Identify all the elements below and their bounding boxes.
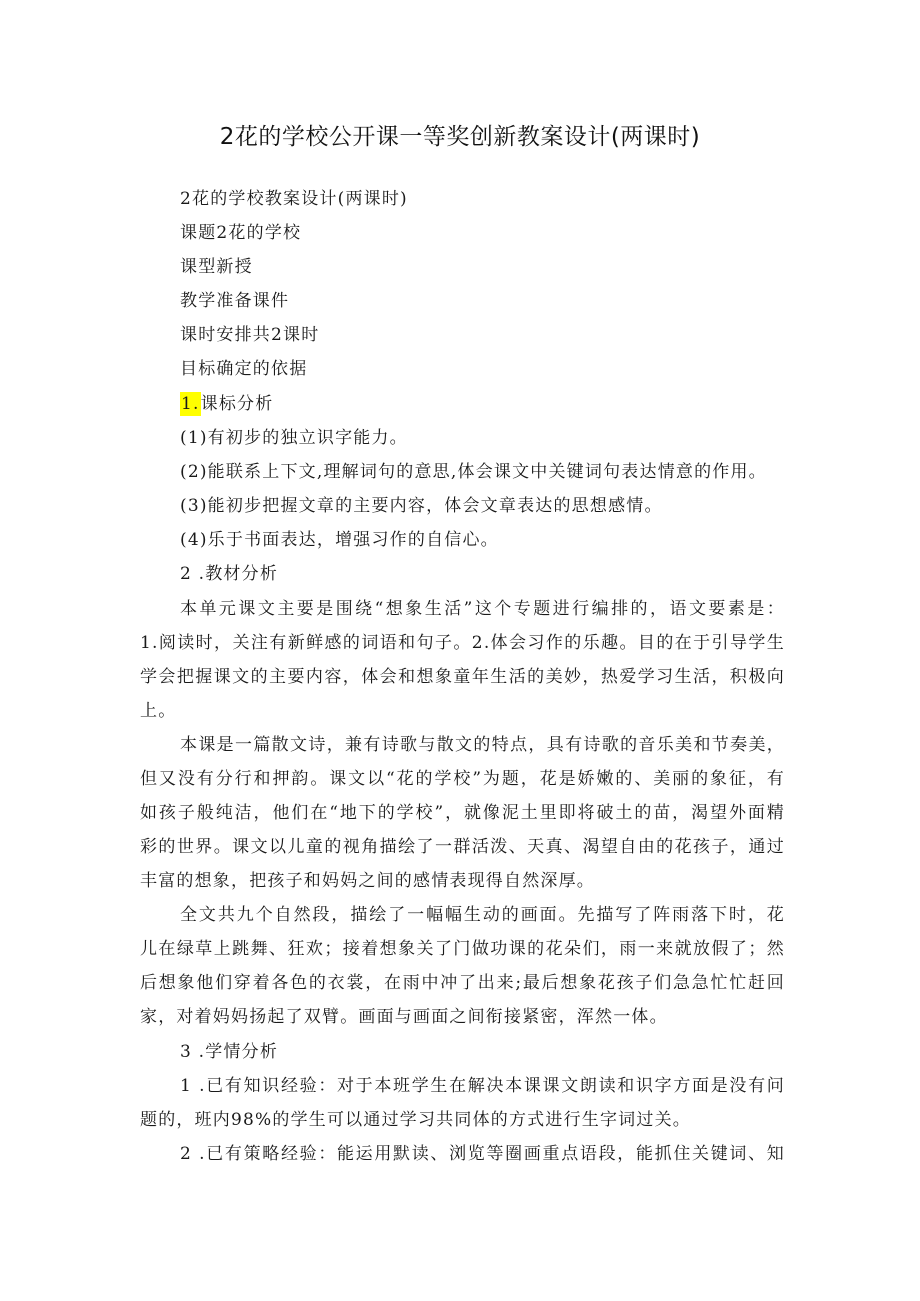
paragraph-line: 1 .已有知识经验：对于本班学生在解决本课课文朗读和识字方面是没有问 — [180, 1076, 785, 1096]
section-heading: 2 .教材分析 — [180, 564, 279, 584]
paragraph-line: 全文共九个自然段，描绘了一幅幅生动的画面。先描写了阵雨落下时，花 — [180, 905, 785, 925]
paragraph-line: 如孩子般纯洁，他们在“地下的学校”，就像泥土里即将破土的苗，渴望外面精 — [140, 803, 785, 823]
header-line: 课题2花的学校 — [180, 223, 302, 243]
list-item: (1)有初步的独立识字能力。 — [180, 428, 408, 448]
section-heading — [180, 392, 273, 416]
paragraph-line: 彩的世界。课文以儿童的视角描绘了一群活泼、天真、渴望自由的花孩子，通过 — [140, 837, 785, 857]
header-line: 课型新授 — [180, 257, 253, 277]
list-item: (2)能联系上下文,理解词句的意思,体会课文中关键词句表达情意的作用。 — [180, 462, 767, 482]
paragraph-line: 但又没有分行和押韵。课文以“花的学校”为题，花是娇嫩的、美丽的象征，有 — [140, 769, 785, 789]
paragraph-line: 上。 — [140, 701, 177, 721]
header-line: 教学准备课件 — [180, 291, 290, 311]
paragraph-line: 丰富的想象，把孩子和妈妈之间的感情表现得自然深厚。 — [140, 871, 595, 891]
paragraph-line: 1.阅读时，关注有新鲜感的词语和句子。2.体会习作的乐趣。目的在于引导学生 — [140, 633, 785, 653]
paragraph-line: 后想象他们穿着各色的衣裳，在雨中冲了出来;最后想象花孩子们急急忙忙赶回 — [140, 973, 785, 993]
paragraph-line: 题的，班内98%的学生可以通过学习共同体的方式进行生字词过关。 — [140, 1110, 691, 1130]
paragraph-line: 本单元课文主要是围绕“想象生活”这个专题进行编排的，语文要素是： — [180, 599, 785, 619]
header-line: 目标确定的依据 — [180, 359, 308, 379]
highlighted-number: 1. — [181, 394, 200, 414]
list-item: (4)乐于书面表达，增强习作的自信心。 — [180, 530, 499, 550]
paragraph-line: 本课是一篇散文诗，兼有诗歌与散文的特点，具有诗歌的音乐美和节奏美， — [180, 735, 785, 755]
paragraph-line: 2 .已有策略经验：能运用默读、浏览等圈画重点语段，能抓住关键词、知 — [180, 1144, 785, 1164]
section-heading: 3 .学情分析 — [180, 1042, 279, 1062]
paragraph-line: 学会把握课文的主要内容，体会和想象童年生活的美妙，热爱学习生活，积极向 — [140, 667, 785, 687]
paragraph-line: 家，对着妈妈扬起了双臂。画面与画面之间衔接紧密，浑然一体。 — [140, 1007, 668, 1027]
page-title: 2花的学校公开课一等奖创新教案设计(两课时) — [219, 124, 701, 150]
list-item: (3)能初步把握文章的主要内容，体会文章表达的思想感情。 — [180, 496, 663, 516]
section-heading-text: 课标分析 — [200, 394, 274, 414]
paragraph-line: 儿在绿草上跳舞、狂欢；接着想象关了门做功课的花朵们，雨一来就放假了；然 — [140, 939, 785, 959]
header-line: 2花的学校教案设计(两课时) — [180, 189, 408, 209]
header-line: 课时安排共2课时 — [180, 325, 320, 345]
